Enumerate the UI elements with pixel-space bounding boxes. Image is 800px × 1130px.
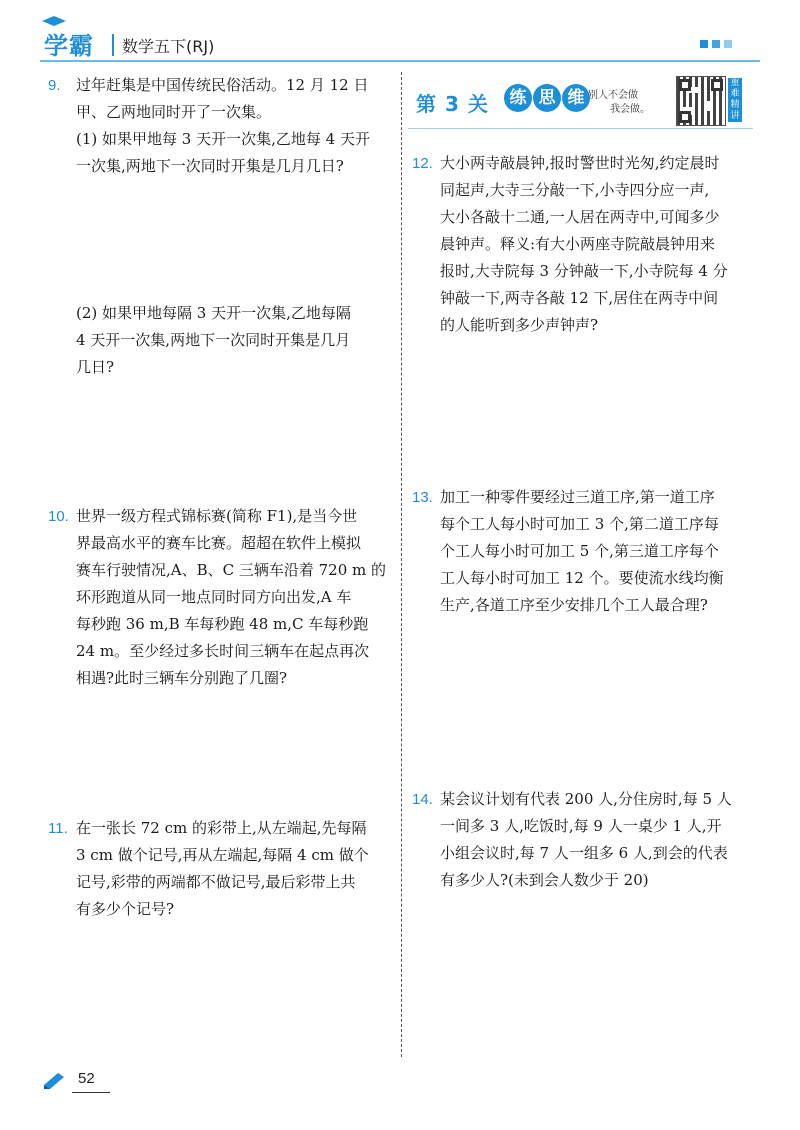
header-decoration — [700, 40, 732, 48]
section-tag: 重难精讲 — [728, 78, 742, 122]
section-level: 第 3 关 — [416, 92, 489, 116]
section-rule — [408, 128, 753, 129]
question-part-2: (2) 如果甲地每隔 3 天开一次集,乙地每隔 4 天开一次集,两地下一次同时开集是几月 几日? — [76, 304, 351, 376]
question-text: 某会议计划有代表 200 人,分住房时,每 5 人 一间多 3 人,吃饭时,每 9 人一桌少 1 人,开 小组会议时,每 7 人一组多 6 人,到会的代表 有多少人?(未到会人数少于 20) — [440, 790, 732, 889]
question-number: 13. — [412, 489, 433, 506]
question-number: 12. — [412, 155, 433, 172]
question-text: 世界一级方程式锦标赛(简称 F1),是当今世 界最高水平的赛车比赛。超超在软件上模拟 赛车行驶情况,A、B、C 三辆车沿着 720 m 的 环形跑道从同一地点同时同方向出发,A 车 每秒跑 36 m,B 车每秒跑 48 m,C 车每秒跑 24 m。至少经过多长时间三辆车在起点再次 相遇?此时三辆车分别跑了几圈? — [76, 507, 387, 687]
question-part-1: (1) 如果甲地每 3 天开一次集,乙地每 4 天开 一次集,两地下一次同时开集是几月几日? — [76, 130, 370, 175]
section-note-line2: 我会做。 — [610, 104, 650, 115]
question-9-part-2 — [48, 300, 398, 381]
section-banner — [408, 76, 758, 132]
question-11 — [48, 815, 398, 923]
section-name: 练 思 维 — [498, 84, 596, 116]
question-13 — [412, 484, 762, 619]
question-number: 14. — [412, 791, 433, 808]
question-text: 过年赶集是中国传统民俗活动。12 月 12 日 甲、乙两地同时开了一次集。 — [76, 76, 369, 121]
question-number: 9. — [48, 77, 61, 94]
question-9 — [48, 72, 398, 180]
question-text: 在一张长 72 cm 的彩带上,从左端起,先每隔 3 cm 做个记号,再从左端起,每隔 4 cm 做个 记号,彩带的两端都不做记号,最后彩带上共 有多少个记号? — [76, 819, 369, 918]
question-12 — [412, 150, 762, 339]
qr-code-icon[interactable] — [676, 76, 726, 126]
book-title: 数学五下(RJ) — [122, 37, 215, 56]
pencil-icon — [42, 1071, 66, 1089]
question-number: 11. — [48, 820, 68, 837]
page-header — [0, 0, 800, 66]
question-number: 10. — [48, 508, 69, 525]
question-14 — [412, 786, 762, 894]
brand-logo: 学霸 — [44, 32, 94, 60]
question-text: 大小两寺敲晨钟,报时警世时光匆,约定晨时 同起声,大寺三分敲一下,小寺四分应一声, 大小各敲十二通,一人居在两寺中,可闻多少 晨钟声。释义:有大小两座寺院敲晨钟用来 报时,大寺院每 3 分钟敲一下,小寺院每 4 分 钟敲一下,两寺各敲 12 下,居住在两寺中间 的人能听到多少声钟声? — [440, 154, 728, 334]
header-rule — [40, 60, 760, 62]
column-divider — [401, 72, 402, 1057]
footer-rule — [72, 1092, 110, 1093]
question-text: 加工一种零件要经过三道工序,第一道工序 每个工人每小时可加工 3 个,第二道工序每 个工人每小时可加工 5 个,第三道工序每个 工人每小时可加工 12 个。要使流水线均衡 生产,各道工序至少安排几个工人最合理? — [440, 488, 724, 614]
question-10 — [48, 503, 398, 692]
section-note-line1: 别人不会做 — [588, 90, 638, 101]
header-separator — [112, 34, 114, 56]
page-number: 52 — [78, 1070, 95, 1087]
